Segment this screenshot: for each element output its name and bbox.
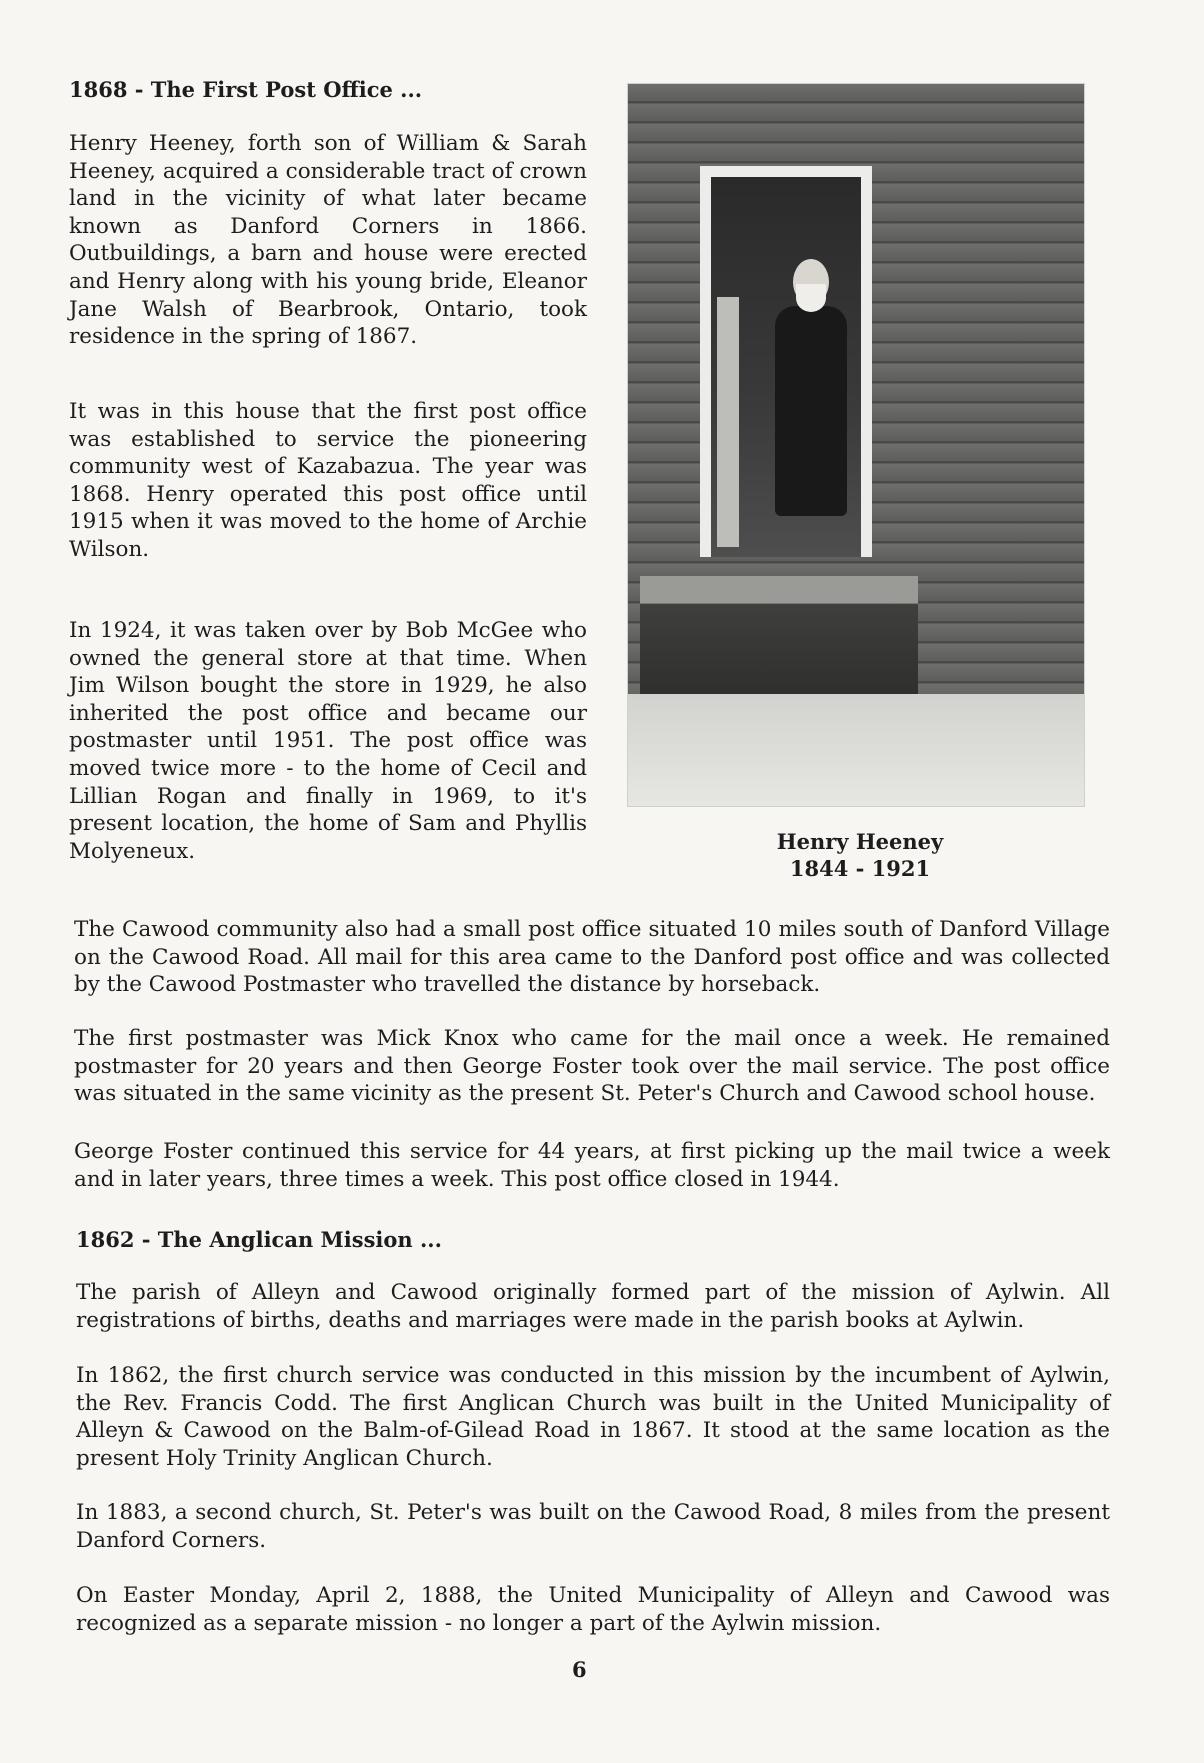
- paragraph-cawood-post-office: The Cawood community also had a small post office situated 10 miles south of Danford Village on the Cawood Road. All mail for this area came to the Danford post office and was collected by the Cawood Postmaster who travelled the distance by horseback.: [74, 917, 1110, 998]
- paragraph-heeney-land: Henry Heeney, forth son of William & Sarah Heeney, acquired a considerable tract of crown land in the vicinity of what later became known as Danford Corners in 1866. Outbuildings, a barn and house were erected and Henry along with his young bride, Eleanor Jane Walsh of Bearbrook, Ontario, took residence in the spring of 1867.: [69, 131, 587, 350]
- figure-body: [775, 306, 847, 516]
- henry-heeney-photo: [627, 83, 1085, 807]
- paragraph-post-office-moves: In 1924, it was taken over by Bob McGee who owned the general store at that time. When Jim Wilson bought the store in 1929, he also inherited the post office and became our postmaster until 1951. The post office was moved twice more - to the home of Cecil and Lillian Rogan and finally in 1969, to it's present location, the home of Sam and Phyllis Molyeneux.: [69, 618, 587, 864]
- page-number: 6: [572, 1657, 587, 1682]
- figure-beard: [796, 284, 826, 312]
- paragraph-separate-mission: On Easter Monday, April 2, 1888, the United Municipality of Alleyn and Cawood was recognized as a separate mission - no longer a part of the Aylwin mission.: [76, 1583, 1110, 1636]
- porch-step: [640, 576, 918, 711]
- section-heading-post-office: 1868 - The First Post Office ...: [69, 77, 423, 102]
- paragraph-first-church: In 1862, the first church service was conducted in this mission by the incumbent of Aylwin, the Rev. Francis Codd. The first Anglican Church was built in the United Municipality of Alleyn & Cawood on the Balm-of-Gilead Road in 1867. It stood at the same location as the present Holy Trinity Anglican Church.: [76, 1363, 1110, 1471]
- ground: [628, 694, 1084, 806]
- paragraph-mick-knox: The first postmaster was Mick Knox who came for the mail once a week. He remained postmaster for 20 years and then George Foster took over the mail service. The post office was situated in the same vicinity as the present St. Peter's Church and Cawood school house.: [74, 1026, 1110, 1107]
- paragraph-first-post-office: It was in this house that the first post office was established to service the pioneering community west of Kazabazua. The year was 1868. Henry operated this post office until 1915 when it was moved to the home of Archie Wilson.: [69, 399, 587, 562]
- caption-years: 1844 - 1921: [789, 856, 931, 881]
- paragraph-st-peters: In 1883, a second church, St. Peter's was built on the Cawood Road, 8 miles from the present Danford Corners.: [76, 1500, 1110, 1553]
- photo-caption: [720, 828, 1000, 882]
- paragraph-george-foster: George Foster continued this service for 44 years, at first picking up the mail twice a week and in later years, three times a week. This post office closed in 1944.: [74, 1139, 1110, 1192]
- paragraph-parish-origins: The parish of Alleyn and Cawood originally formed part of the mission of Aylwin. All registrations of births, deaths and marriages were made in the parish books at Aylwin.: [76, 1280, 1110, 1333]
- caption-name: Henry Heeney: [776, 829, 944, 854]
- section-heading-anglican: 1862 - The Anglican Mission ...: [76, 1227, 442, 1252]
